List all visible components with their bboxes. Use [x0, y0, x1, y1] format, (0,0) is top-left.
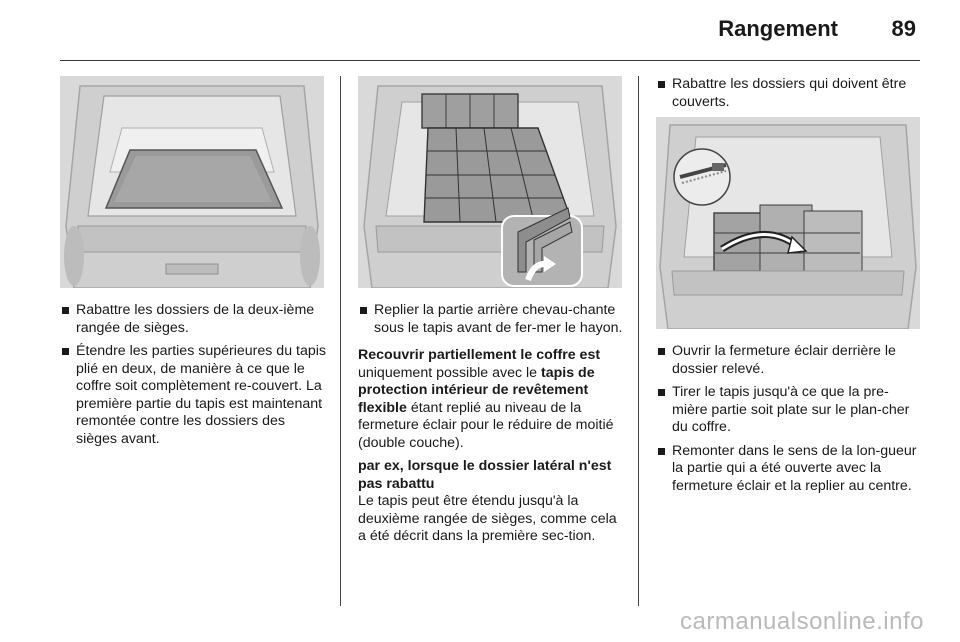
column-1 — [60, 76, 326, 454]
list-item: Rabattre les dossiers qui doivent être couverts. — [656, 76, 922, 111]
list-item: Replier la partie arrière chevau-chante sous le tapis avant de fer-mer le hayon. — [358, 302, 624, 337]
page-header — [60, 0, 920, 61]
list-item: Tirer le tapis jusqu'à ce que la pre-mière partie soit plate sur le plan-cher du coffre. — [656, 384, 922, 437]
list-item: Étendre les parties supérieures du tapis plié en deux, de manière à ce que le coffre soit complètement re-couvert. La première partie du tapis est maintenant remontée contre les dossiers des sièges avant. — [60, 343, 326, 448]
illustration-trunk-mat-extended — [60, 76, 324, 288]
instruction-list — [656, 76, 922, 111]
body-paragraph: Le tapis peut être étendu jusqu'à la deuxième rangée de sièges, comme cela a été décrit dans la première sec-tion. — [358, 493, 617, 544]
column-3 — [656, 76, 922, 501]
page-title: Rangement — [718, 16, 838, 41]
zipper-detail-icon — [674, 149, 730, 205]
column-divider — [638, 76, 639, 606]
subheading: par ex, lorsque le dossier latéral n'est pas rabattu — [358, 458, 612, 492]
illustration-trunk-mat-folded — [358, 76, 622, 288]
instruction-list — [60, 302, 326, 448]
column-divider — [340, 76, 341, 606]
paragraph-text: étant replié au niveau de la fermeture éclair pour le réduire de moitié (double couche). — [358, 399, 614, 451]
car-trunk-mat-grid-drawing — [358, 76, 622, 288]
car-trunk-zipper-drawing — [656, 117, 920, 329]
paragraph-text: uniquement possible avec le — [358, 364, 541, 381]
car-trunk-drawing — [60, 76, 324, 288]
watermark: carmanualsonline.info — [680, 608, 924, 635]
product-name: tapis de protection intérieur de revêtement flexible — [358, 364, 595, 416]
page-number: 89 — [891, 16, 916, 41]
section-heading: Recouvrir partiellement le coffre est — [358, 347, 601, 363]
list-item: Remonter dans le sens de la lon-gueur la partie qui a été ouverte avec la fermeture éclair et la replier au centre. — [656, 443, 922, 496]
instruction-list — [656, 343, 922, 495]
mat-upper-panel — [422, 94, 518, 128]
fold-detail-inset — [502, 208, 582, 286]
column-2 — [358, 76, 624, 552]
body-paragraph — [358, 365, 624, 453]
instruction-list — [358, 302, 624, 337]
list-item: Rabattre les dossiers de la deux-ième rangée de sièges. — [60, 302, 326, 337]
illustration-zipper-fold — [656, 117, 920, 329]
list-item: Ouvrir la fermeture éclair derrière le dossier relevé. — [656, 343, 922, 378]
